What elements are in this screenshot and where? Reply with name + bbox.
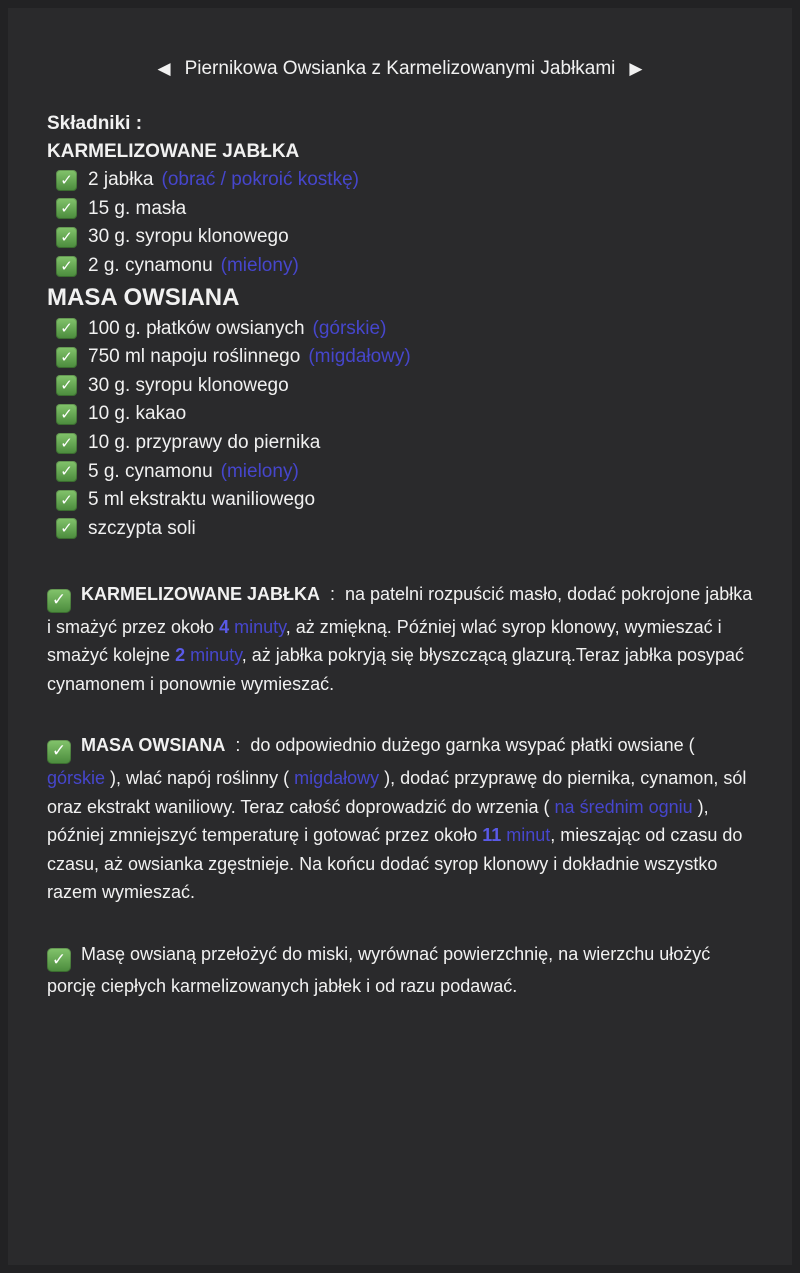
ingredients-heading: Składniki : [47, 113, 143, 134]
step-text-segment: , aż zmiękną. Później wlać syrop klonowy, wymieszać i smażyć kolejne [47, 616, 722, 666]
checkbox-checked-icon[interactable] [56, 198, 77, 219]
ingredient-item [47, 223, 768, 252]
ingredient-item [47, 515, 768, 544]
step-text-segment: ), później zmniejszyć temperaturę i gotować przez około [47, 796, 709, 846]
ingredient-item [47, 252, 768, 281]
step-text-segment: : do odpowiednio dużego garnka wsypać płatki owsiane ( [225, 735, 695, 756]
check-glyph: ✓ [60, 319, 73, 338]
checkbox-checked-icon[interactable] [56, 404, 77, 425]
checkbox-checked-icon[interactable] [47, 740, 71, 764]
checkbox-checked-icon[interactable] [56, 347, 77, 368]
check-glyph: ✓ [51, 741, 67, 762]
step-text-segment: minuty [229, 616, 286, 637]
ingredient-note: (mielony) [220, 460, 299, 482]
ingredient-note: (migdałowy) [308, 346, 411, 368]
ingredient-text: 2 g. cynamonu [88, 255, 213, 277]
step-text-segment: 4 [219, 616, 230, 637]
check-glyph: ✓ [51, 590, 67, 611]
ingredient-text: 5 g. cynamonu [88, 460, 213, 482]
prev-recipe-arrow-icon[interactable]: ◀ [157, 59, 171, 78]
ingredient-item [47, 195, 768, 224]
check-glyph: ✓ [60, 404, 73, 423]
check-glyph: ✓ [60, 347, 73, 366]
ingredient-text: 2 jabłka [88, 169, 154, 191]
ingredient-item [47, 343, 768, 372]
step-text-segment: Masę owsianą przełożyć do miski, wyrównać powierzchnię, na wierzchu ułożyć porcję ciepłych karmelizowanych jabłek i od razu podawać. [47, 943, 711, 997]
ingredient-list [47, 314, 768, 543]
section-title: MASA OWSIANA [47, 284, 240, 312]
recipe-title: Piernikowa Owsianka z Karmelizowanymi Jabłkami [184, 58, 616, 79]
section-title: KARMELIZOWANE JABŁKA [47, 141, 300, 162]
check-glyph: ✓ [60, 256, 73, 275]
step-text-segment: KARMELIZOWANE JABŁKA [81, 584, 320, 605]
checkbox-checked-icon[interactable] [56, 256, 77, 277]
step-text-segment: ), dodać przyprawę do piernika, cynamon, sól oraz ekstrakt waniliowy. Teraz całość doprowadzić do wrzenia ( [47, 767, 747, 817]
ingredient-item [47, 457, 768, 486]
ingredient-list [47, 166, 768, 280]
step-text-segment: minut [501, 825, 551, 846]
check-glyph: ✓ [60, 462, 73, 481]
ingredient-item [47, 372, 768, 401]
next-recipe-arrow-icon[interactable]: ▶ [629, 59, 643, 78]
recipe-title-bar [8, 8, 792, 80]
checkbox-checked-icon[interactable] [56, 170, 77, 191]
checkbox-checked-icon[interactable] [56, 518, 77, 539]
step-text-segment: minuty [185, 645, 242, 666]
ingredient-text: 30 g. syropu klonowego [88, 374, 289, 396]
checkbox-checked-icon[interactable] [56, 490, 77, 511]
ingredient-text: szczypta soli [88, 517, 196, 539]
instruction-step [47, 580, 756, 698]
step-text-segment: 2 [175, 645, 186, 666]
instruction-steps [47, 580, 768, 1001]
ingredient-sections [47, 138, 768, 543]
ingredient-text: 750 ml napoju roślinnego [88, 346, 301, 368]
ingredient-item [47, 486, 768, 515]
checkbox-checked-icon[interactable] [56, 375, 77, 396]
step-text-segment: na średnim ogniu [554, 796, 693, 817]
step-text-segment: ), wlać napój roślinny ( [105, 767, 295, 788]
step-text-segment: , mieszając od czasu do czasu, aż owsianka zgęstnieje. Na końcu dodać syrop klonowy i dokładnie wszystko razem wymieszać. [47, 825, 743, 903]
ingredient-note: (mielony) [220, 255, 299, 277]
check-glyph: ✓ [51, 949, 67, 970]
instruction-step [47, 940, 756, 1001]
check-glyph: ✓ [60, 376, 73, 395]
step-text-segment: , aż jabłka pokryją się błyszczącą glazurą.Teraz jabłka posypać cynamonem i ponownie wymieszać. [47, 645, 745, 694]
ingredient-item [47, 400, 768, 429]
ingredient-text: 10 g. kakao [88, 403, 187, 425]
check-glyph: ✓ [60, 490, 73, 509]
recipe-content [8, 110, 792, 1001]
ingredient-text: 10 g. przyprawy do piernika [88, 432, 321, 454]
check-glyph: ✓ [60, 199, 73, 218]
ingredient-text: 100 g. płatków owsianych [88, 317, 305, 339]
step-text-segment: górskie [47, 767, 106, 788]
step-text-segment: MASA OWSIANA [81, 735, 226, 756]
instruction-step [47, 731, 756, 906]
ingredient-note: (obrać / pokroić kostkę) [161, 169, 359, 191]
step-text-segment: : na patelni rozpuścić masło, dodać pokrojone jabłka i smażyć przez około [47, 584, 753, 637]
ingredient-item [47, 166, 768, 195]
ingredient-item [47, 429, 768, 458]
check-glyph: ✓ [60, 433, 73, 452]
ingredient-item [47, 314, 768, 343]
check-glyph: ✓ [60, 519, 73, 538]
check-glyph: ✓ [60, 170, 73, 189]
ingredient-text: 5 ml ekstraktu waniliowego [88, 489, 316, 511]
checkbox-checked-icon[interactable] [47, 948, 71, 972]
checkbox-checked-icon[interactable] [56, 461, 77, 482]
ingredient-text: 15 g. masła [88, 197, 187, 219]
step-text-segment: migdałowy [294, 767, 380, 788]
check-glyph: ✓ [60, 227, 73, 246]
ingredient-note: (górskie) [312, 317, 387, 339]
checkbox-checked-icon[interactable] [47, 589, 71, 613]
checkbox-checked-icon[interactable] [56, 318, 77, 339]
step-text-segment: 11 [482, 825, 502, 846]
ingredient-text: 30 g. syropu klonowego [88, 226, 289, 248]
checkbox-checked-icon[interactable] [56, 227, 77, 248]
checkbox-checked-icon[interactable] [56, 433, 77, 454]
